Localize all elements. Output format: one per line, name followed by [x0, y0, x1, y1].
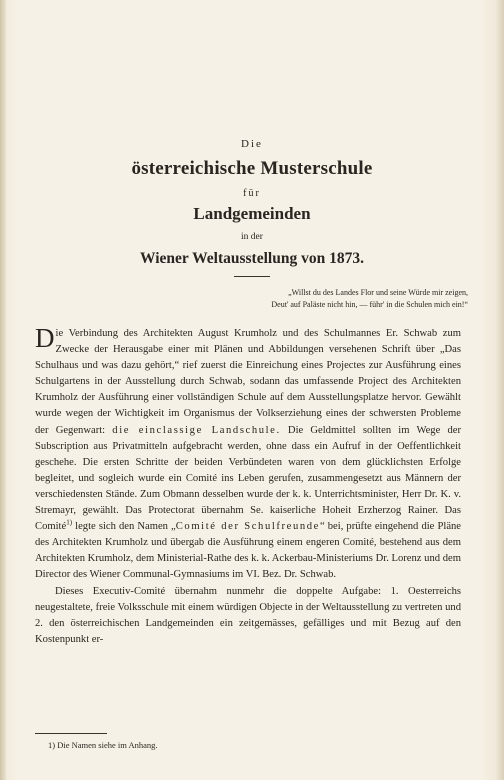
motto — [208, 287, 468, 311]
emphasis-comite-name: Comité der Schulfreunde — [175, 521, 320, 533]
title-die: Die — [241, 138, 263, 150]
footnote-marker: 1) — [66, 518, 73, 527]
title-rule — [234, 276, 270, 277]
paragraph-1 — [35, 323, 462, 584]
body-text — [35, 323, 462, 648]
paragraph-1-part-b: Die Geldmittel sollten im Wege der Subscription aus Privatmitteln aufgebracht werden, ohne dass ein Aufruf in der Oeffentlichkeit geschehe. Die ersten Schritte der beiden Verbündeten waren von dem glücklichsten Erfolge begleitet, und sogleich wurde ein Comité ins Leben gerufen, zusammengesetzt aus Männern der verschiedensten Stände. Zum Obmann desselben wurde der k. k. Unterrichtsminister, Herr Dr. K. v. Stremayr, gewählt. Das Protectorat übernahm Se. kaiserliche Hoheit Erzherzog Rainer. Das Comité — [35, 424, 461, 533]
page-gutter — [0, 0, 6, 780]
title-fuer: für — [243, 188, 261, 199]
title-in-der: in der — [241, 232, 263, 242]
page-edge — [496, 0, 504, 780]
paragraph-1-part-c: legte sich den Namen „ — [72, 521, 176, 533]
footnote: 1) Die Namen siehe im Anhang. — [48, 740, 158, 750]
emphasis-landschule: die einclassige Landschule. — [112, 424, 281, 436]
title-exhibition: Wiener Weltausstellung von 1873. — [140, 250, 364, 267]
paragraph-1-part-d: “ bei, prüfte eingehend die Pläne des Architekten Krumholz und übergab die Ausführung einem engeren Comité, bestehend aus dem Architekten Krumholz, dem Ministerial-Rathe des k. k. Ackerbau-Ministeriums Dr. Lorenz und dem Director des Wiener Communal-Gymnasiums im VI. Bez. Dr. Schwab. — [35, 521, 462, 581]
motto-line-2: Deut' auf Paläste nicht hin, — führ' in die Schulen mich ein!“ — [271, 300, 468, 309]
footnote-rule — [35, 733, 107, 734]
title-main: österreichische Musterschule — [131, 158, 373, 179]
paragraph-1-part-a: ie Verbindung des Architekten August Krumholz und des Schulmannes Er. Schwab zum Zwecke der Herausgabe einer mit Plänen und Abbildungen versehenen Schrift über „Das Schulhaus und was dazu gehört,“ rief zuerst die Einreichung eines Projectes zur Ausführung eines Schulgartens in der Ausstellung durch Schwab, sodann das umfassende Project des Architekten Krumholz der Ausführung einer vollständigen Schule auf dem Ausstellungsplatze hervor. Gewählt wurde wegen der Wichtigkeit im Organismus der Volkserziehung eines der schwersten Probleme der Gegenwart: — [35, 328, 461, 436]
drop-cap: D — [35, 323, 55, 353]
motto-line-1: „Willst du des Landes Flor und seine Würde mir zeigen, — [288, 288, 468, 297]
paragraph-2: Dieses Executiv-Comité übernahm nunmehr die doppelte Aufgabe: 1. Oesterreichs neugestaltete, freie Volksschule mit einem würdigen Objecte in der Weltausstellung zu vertreten und 2. den österreichischen Landgemeinden ein zeitgemässes, gefälliges und mit Bezug auf den Kostenpunkt er- — [35, 585, 461, 645]
title-landgemeinden: Landgemeinden — [193, 204, 311, 223]
